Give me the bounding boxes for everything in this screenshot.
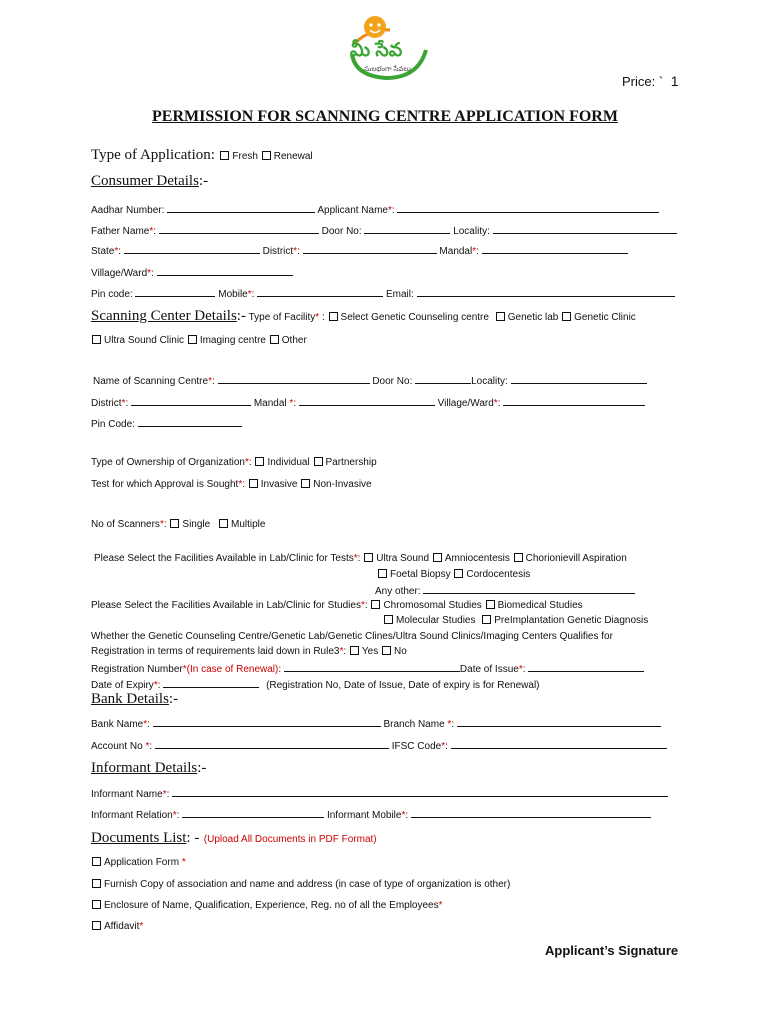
village-field[interactable] — [157, 266, 293, 276]
scanning-row-name: Name of Scanning Centre*: Door No: Locality: — [93, 374, 647, 387]
father-name-field[interactable] — [159, 224, 319, 234]
amniocentesis-checkbox[interactable] — [433, 553, 442, 562]
other-checkbox[interactable] — [270, 335, 279, 344]
single-checkbox[interactable] — [170, 519, 179, 528]
informant-mobile-label: Informant Mobile — [326, 810, 402, 821]
type-of-application-row — [91, 146, 313, 164]
logo-text: మీ సేవ — [350, 40, 403, 61]
document-item: Application Form * — [91, 857, 186, 868]
registration-number-label: Registration Number — [91, 664, 183, 675]
genetic-lab-checkbox[interactable] — [496, 312, 505, 321]
preimplantation-checkbox[interactable] — [482, 615, 491, 624]
molecular-studies-checkbox[interactable] — [384, 615, 393, 624]
scanning-row-pin — [91, 417, 242, 430]
applicant-name-label: Applicant Name — [317, 205, 388, 216]
any-other-row — [375, 584, 635, 597]
account-no-label: Account No — [91, 741, 146, 752]
locality-label: Locality: — [453, 226, 490, 237]
price-label: Price: ` — [622, 74, 664, 89]
mee-seva-logo — [330, 14, 440, 84]
bank-row-2: Account No *: IFSC Code*: — [91, 739, 667, 752]
fresh-label: Fresh — [232, 151, 258, 162]
document-item: Furnish Copy of association and name and address (in case of type of organization is other) — [91, 879, 510, 890]
mandal-field[interactable] — [482, 244, 628, 254]
ifsc-field[interactable] — [451, 739, 667, 749]
centre-mandal-field[interactable] — [299, 396, 435, 406]
scanners-label: No of Scanners — [91, 519, 160, 530]
documents-note: (Upload All Documents in PDF Format) — [203, 834, 377, 845]
qualifies-line-2: Registration in terms of requirements laid down in Rule3*: Yes No — [91, 646, 407, 657]
date-of-issue-label: Date of Issue — [459, 664, 519, 675]
centre-district-label: District — [91, 398, 122, 409]
tests-facilities-row-2: Foetal Biopsy Cordocentesis — [377, 569, 530, 580]
consumer-details-heading: Consumer Details:- — [91, 173, 209, 189]
date-of-expiry-field[interactable] — [163, 678, 259, 688]
consumer-row-1: Aadhar Number: Applicant Name*: — [91, 203, 659, 216]
date-of-expiry-row: Date of Expiry*: (Registration No, Date of Issue, Date of expiry is for Renewal) — [91, 680, 540, 691]
branch-name-field[interactable] — [457, 717, 661, 727]
page-title: PERMISSION FOR SCANNING CENTRE APPLICATION FORM — [152, 108, 618, 125]
invasive-checkbox[interactable] — [249, 479, 258, 488]
studies-row-1: Please Select the Facilities Available in Lab/Clinic for Studies*: Chromosomal Studies Biomedical Studies — [91, 600, 583, 611]
email-label: Email: — [385, 289, 414, 300]
state-label: State — [91, 246, 115, 257]
bank-row-1: Bank Name*: Branch Name *: — [91, 717, 661, 730]
cordocentesis-checkbox[interactable] — [454, 569, 463, 578]
test-approval-label: Test for which Approval is Sought — [91, 479, 239, 490]
scanning-center-heading-row: Scanning Center Details:- Type of Facility* : Select Genetic Counseling centre Genetic lab Genetic Clinic — [91, 308, 636, 324]
informant-name-label: Informant Name — [91, 789, 163, 800]
centre-pin-code-label: Pin Code: — [91, 419, 135, 430]
door-no-field[interactable] — [364, 224, 450, 234]
account-no-field[interactable] — [155, 739, 389, 749]
consumer-row-5: Pin code: Mobile*: Email: — [91, 287, 675, 300]
bank-name-field[interactable] — [153, 717, 381, 727]
consumer-row-3: State*: District*: Mandal*: — [91, 244, 628, 257]
application-form-checkbox[interactable] — [92, 857, 101, 866]
applicant-name-field[interactable] — [397, 203, 659, 213]
document-item: Affidavit* — [91, 921, 143, 932]
pin-code-label: Pin code: — [91, 289, 133, 300]
any-other-label: Any other: — [375, 586, 421, 597]
no-checkbox[interactable] — [382, 646, 391, 655]
date-of-issue-field[interactable] — [528, 662, 644, 672]
mobile-field[interactable] — [257, 287, 383, 297]
date-of-expiry-label: Date of Expiry — [91, 680, 154, 691]
enclosure-checkbox[interactable] — [92, 900, 101, 909]
chorionievill-checkbox[interactable] — [514, 553, 523, 562]
centre-door-no-field[interactable] — [415, 374, 471, 384]
informant-mobile-field[interactable] — [411, 808, 651, 818]
yes-checkbox[interactable] — [350, 646, 359, 655]
consumer-row-4: Village/Ward*: — [91, 266, 293, 279]
affidavit-checkbox[interactable] — [92, 921, 101, 930]
consumer-row-2: Father Name*: Door No: Locality: — [91, 224, 677, 237]
informant-name-field[interactable] — [172, 787, 668, 797]
tests-facilities-label: Please Select the Facilities Available in Lab/Clinic for Tests — [94, 553, 354, 564]
any-other-field[interactable] — [423, 584, 635, 594]
multiple-checkbox[interactable] — [219, 519, 228, 528]
studies-row-2: Molecular Studies PreImplantation Genetic Diagnosis — [383, 615, 648, 626]
documents-heading: Documents List — [91, 830, 187, 846]
association-copy-checkbox[interactable] — [92, 879, 101, 888]
scanners-row: No of Scanners*: Single Multiple — [91, 519, 266, 530]
individual-checkbox[interactable] — [255, 457, 264, 466]
scanning-center-heading: Scanning Center Details — [91, 308, 237, 324]
informant-relation-row: Informant Relation*: Informant Mobile*: — [91, 808, 651, 821]
registration-number-field[interactable] — [284, 662, 460, 672]
renewal-note: (In case of Renewal) — [186, 664, 279, 675]
bank-details-heading: Bank Details:- — [91, 691, 179, 707]
informant-name-row: Informant Name*: — [91, 787, 668, 800]
logo-subtext: సులభంగా సేవలు — [364, 66, 411, 73]
non-invasive-checkbox[interactable] — [301, 479, 310, 488]
genetic-clinic-checkbox[interactable] — [562, 312, 571, 321]
ultra-sound-clinic-checkbox[interactable] — [92, 335, 101, 344]
type-of-application-label: Type of Application: — [91, 147, 215, 163]
mandal-label: Mandal — [439, 246, 473, 257]
studies-label: Please Select the Facilities Available in Lab/Clinic for Studies — [91, 600, 361, 611]
ifsc-label: IFSC Code — [391, 741, 442, 752]
biomedical-studies-checkbox[interactable] — [486, 600, 495, 609]
bank-name-label: Bank Name — [91, 719, 144, 730]
price-value: 1 — [670, 73, 679, 89]
village-label: Village/Ward — [91, 268, 148, 279]
imaging-centre-checkbox[interactable] — [188, 335, 197, 344]
registration-number-row: Registration Number*(In case of Renewal): Date of Issue*: — [91, 662, 644, 675]
door-no-label: Door No: — [321, 226, 362, 237]
aadhar-label: Aadhar Number: — [91, 205, 165, 216]
partnership-checkbox[interactable] — [314, 457, 323, 466]
document-item: Enclosure of Name, Qualification, Experience, Reg. no of all the Employees* — [91, 900, 443, 911]
genetic-counseling-checkbox[interactable] — [329, 312, 338, 321]
foetal-biopsy-checkbox[interactable] — [378, 569, 387, 578]
ownership-label: Type of Ownership of Organization — [91, 457, 245, 468]
qualifies-line-1: Whether the Genetic Counseling Centre/Genetic Lab/Genetic Clines/Ultra Sound Clinics/Imaging Centers Qualifies for — [91, 631, 613, 642]
centre-district-field[interactable] — [131, 396, 251, 406]
centre-village-label: Village/Ward — [437, 398, 494, 409]
centre-village-field[interactable] — [503, 396, 645, 406]
district-label: District — [262, 246, 294, 257]
email-field[interactable] — [417, 287, 675, 297]
mobile-label: Mobile — [218, 289, 248, 300]
aadhar-field[interactable] — [167, 203, 315, 213]
centre-locality-field[interactable] — [511, 374, 647, 384]
district-field[interactable] — [303, 244, 437, 254]
father-name-label: Father Name — [91, 226, 150, 237]
informant-details-heading: Informant Details:- — [91, 760, 207, 776]
ownership-row: Type of Ownership of Organization*: Individual Partnership — [91, 457, 377, 468]
centre-mandal-label: Mandal — [253, 398, 287, 409]
facility-options-row-2: Ultra Sound Clinic Imaging centre Other — [91, 335, 307, 346]
ultra-sound-checkbox[interactable] — [364, 553, 373, 562]
fresh-checkbox[interactable] — [220, 151, 229, 160]
centre-pin-code-field[interactable] — [138, 417, 242, 427]
informant-relation-label: Informant Relation — [91, 810, 173, 821]
applicant-signature-label: Applicant’s Signature — [545, 943, 679, 958]
expiry-note: (Registration No, Date of Issue, Date of expiry is for Renewal) — [266, 680, 540, 691]
branch-name-label: Branch Name — [383, 719, 448, 730]
centre-door-no-label: Door No: — [372, 376, 413, 387]
renewal-label: Renewal — [273, 151, 313, 162]
type-of-facility-label: Type of Facility — [248, 312, 316, 323]
name-of-centre-field[interactable] — [218, 374, 370, 384]
state-field[interactable] — [124, 244, 260, 254]
informant-relation-field[interactable] — [182, 808, 324, 818]
chromosomal-studies-checkbox[interactable] — [371, 600, 380, 609]
pin-code-field[interactable] — [135, 287, 215, 297]
name-of-centre-label: Name of Scanning Centre — [93, 376, 209, 387]
locality-field[interactable] — [493, 224, 677, 234]
documents-heading-row: Documents List: - (Upload All Documents in PDF Format) — [91, 830, 377, 846]
tests-facilities-row-1: Please Select the Facilities Available in Lab/Clinic for Tests*: Ultra Sound Amniocentesis Chorionievill Aspiration — [94, 553, 627, 564]
centre-locality-label: Locality: — [471, 376, 508, 387]
scanning-row-district: District*: Mandal *: Village/Ward*: — [91, 396, 645, 409]
price — [622, 73, 679, 89]
test-approval-row: Test for which Approval is Sought*: Invasive Non-Invasive — [91, 479, 372, 490]
renewal-checkbox[interactable] — [262, 151, 271, 160]
